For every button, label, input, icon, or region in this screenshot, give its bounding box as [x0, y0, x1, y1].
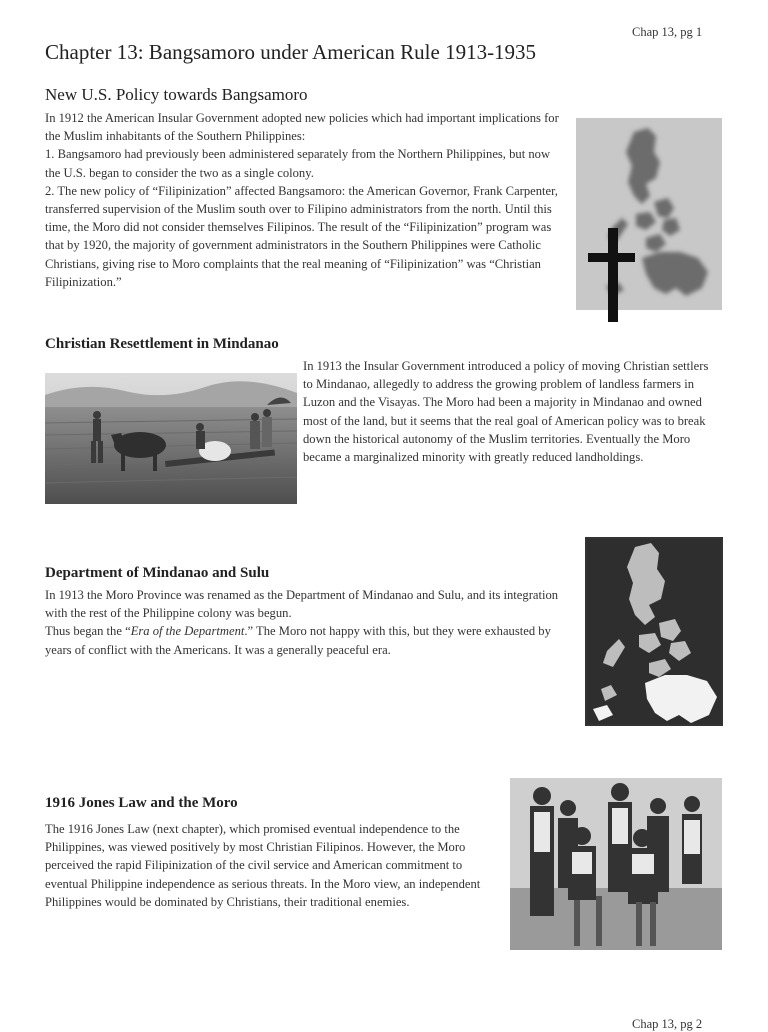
- farmers-with-carabao-photo: [45, 373, 297, 504]
- section-heading-resettlement: Christian Resettlement in Mindanao: [45, 336, 279, 352]
- farmers-photo-graphic: [45, 373, 297, 504]
- section-heading-department: Department of Mindanao and Sulu: [45, 565, 270, 581]
- era-of-department-emphasis: Era of the Department: [130, 624, 245, 639]
- section-resettlement-text: In 1913 the Insular Government introduced a policy of moving Christian settlers to Mindanao, allegedly to address the growing problem of landless farmers in Luzon and the Visayas. The Moro had been a majority in Mindanao and owned most of the land, but it seems that the real goal of American policy was to break down the historical autonomy of the Muslim territories. Eventually the Moro became a marginalized minority with greatly reduced landholdings.: [303, 359, 709, 465]
- section-heading-policy: New U.S. Policy towards Bangsamoro: [45, 85, 308, 104]
- section-jones-law-text: The 1916 Jones Law (next chapter), which promised eventual independence to the Philippines, was viewed positively by most Christian Filipinos. However, the Moro perceived the rapid Filipinization of the civil service and American commitment to eventual Philippine independence as serious threats. In the Moro view, an independent Philippines would be dominated by Christians, their traditional enemies.: [45, 822, 481, 909]
- group-photo-graphic: [510, 778, 722, 950]
- next-page-number: Chap 13, pg 2: [632, 1017, 703, 1031]
- map-cross-graphic: [576, 118, 722, 324]
- page-number: Chap 13, pg 1: [632, 25, 703, 39]
- policy-point-1: 1. Bangsamoro had previously been administered separately from the Northern Philippines, but now the U.S. began to consider the two as a single colony.: [45, 147, 551, 180]
- department-line-1: In 1913 the Moro Province was renamed as the Department of Mindanao and Sulu, and its integration with the rest of the Philippine colony was begun.: [45, 588, 559, 621]
- section-department-text: [45, 586, 575, 659]
- chapter-title: Chapter 13: Bangsamoro under American Rule 1913-1935: [45, 40, 537, 64]
- department-line-2: Thus began the “Era of the Department.” The Moro not happy with this, but they were exhausted by years of conflict with the Americans. It was a generally peaceful era.: [45, 624, 551, 657]
- section-policy-text: [45, 109, 567, 291]
- section-heading-jones-law: 1916 Jones Law and the Moro: [45, 795, 238, 811]
- moro-group-portrait-photo: [510, 778, 722, 950]
- philippines-map-with-cross-icon: [576, 118, 722, 310]
- map-graphic: [587, 539, 721, 724]
- policy-point-2: 2. The new policy of “Filipinization” affected Bangsamoro: the American Governor, Frank Carpenter, transferred supervision of the Muslim south over to Filipino administrators from the north. Until this time, the Moro did not consider themselves Filipinos. The result of the “Filipinization” program was that by 1920, the majority of government administrators in the Southern Philippines were Catholic Christians, giving rise to Moro complaints that the real meaning of “Filipinization” was “Christian Filipinization.”: [45, 183, 558, 289]
- philippines-map-icon: [585, 537, 723, 726]
- policy-intro: In 1912 the American Insular Government adopted new policies which had important implications for the Muslim inhabitants of the Southern Philippines:: [45, 111, 559, 144]
